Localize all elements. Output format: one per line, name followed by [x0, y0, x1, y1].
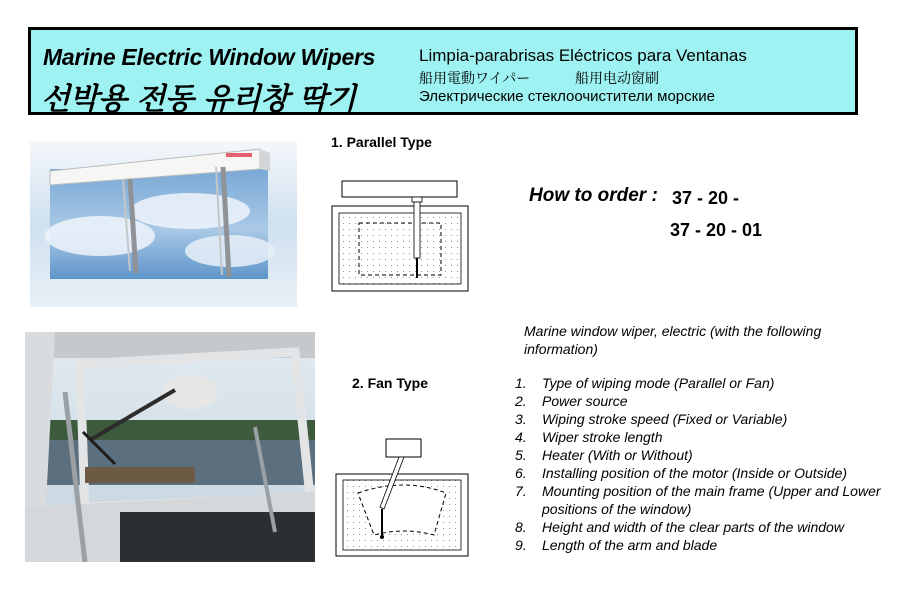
- title-russian: Электрические стеклоочистители морские: [419, 88, 715, 105]
- item-number: 4.: [515, 429, 527, 445]
- parallel-wiper-photo: [30, 141, 297, 307]
- parallel-type-label: 1. Parallel Type: [331, 134, 432, 150]
- item-number: 6.: [515, 465, 527, 481]
- list-item: [515, 446, 892, 464]
- list-item: [515, 410, 892, 428]
- item-number: 8.: [515, 519, 527, 535]
- parallel-type-diagram: [330, 180, 470, 300]
- item-number: 2.: [515, 393, 527, 409]
- info-intro: Marine window wiper, electric (with the following information): [524, 323, 822, 357]
- how-to-order-label: How to order :: [529, 185, 658, 206]
- item-text: Mounting position of the main frame (Upper and Lower positions of the window): [542, 483, 881, 517]
- item-text: Wiping stroke speed (Fixed or Variable): [542, 411, 788, 427]
- title-banner: [28, 27, 858, 115]
- title-korean: 선박용 전동 유리창 딱기: [41, 82, 356, 117]
- item-number: 9.: [515, 537, 527, 553]
- fan-wiper-photo: [25, 332, 315, 562]
- item-text: Wiper stroke length: [542, 429, 663, 445]
- fan-type-label: 2. Fan Type: [352, 375, 428, 391]
- item-text: Installing position of the motor (Inside or Outside): [542, 465, 848, 481]
- title-spanish: Limpia-parabrisas Eléctricos para Ventanas: [419, 46, 747, 65]
- item-text: Heater (With or Without): [542, 447, 693, 463]
- item-text: Type of wiping mode (Parallel or Fan): [542, 375, 775, 391]
- fan-type-diagram: [334, 437, 470, 564]
- item-number: 7.: [515, 483, 527, 499]
- title-japanese: 船用電動ワイパー: [419, 71, 531, 87]
- item-text: Height and width of the clear parts of the window: [542, 519, 844, 535]
- item-text: Power source: [542, 393, 628, 409]
- list-item: [515, 428, 892, 446]
- order-code-1: 37 - 20 -: [672, 188, 740, 208]
- info-list: [515, 374, 892, 554]
- title-chinese: 船用电动窗刷: [575, 71, 659, 87]
- item-text: Length of the arm and blade: [542, 537, 718, 553]
- order-code-2: 37 - 20 - 01: [670, 220, 763, 240]
- list-item: [515, 464, 892, 482]
- item-number: 5.: [515, 447, 527, 463]
- item-number: 1.: [515, 375, 527, 391]
- list-item: [515, 482, 892, 518]
- title-english: Marine Electric Window Wipers: [43, 44, 376, 70]
- list-item: [515, 536, 892, 554]
- list-item: [515, 374, 892, 392]
- item-number: 3.: [515, 411, 527, 427]
- list-item: [515, 392, 892, 410]
- list-item: [515, 518, 892, 536]
